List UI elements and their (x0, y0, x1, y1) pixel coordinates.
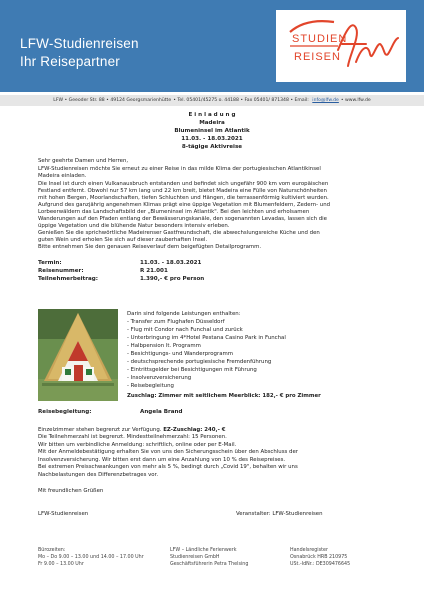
intro-line: mit hohen Bergen, Moorlandschaften, tiefen Schluchten und Hängen, die terrassenförmig kultiviert wurden. (38, 195, 329, 201)
header-tagline: Ihr Reisepartner (20, 54, 120, 69)
company-legal-form: Studienreisen GmbH (170, 555, 220, 560)
organizer-line: Veranstalter: LFW-Studienreisen (236, 511, 323, 517)
closing-salutation: Mit freundlichen Grüßen (38, 488, 104, 494)
trip-number-label: Reisenummer: (38, 268, 84, 274)
intro-line: Bitte entnehmen Sie den genauen Reiseverlauf dem beigefügten Detailprogramm. (38, 244, 262, 250)
address-phone: • Tel. 05401/45275 o. 44188 • Fax 05401/ 871348 • Email: (173, 98, 309, 103)
address-email-link[interactable]: info@lfw.de (312, 98, 339, 103)
date-value: 11.03. - 18.03.2021 (140, 260, 202, 266)
company-legal-name: LFW – Ländliche Ferienwerk (170, 548, 237, 553)
travel-dates: 11.03. - 18.03.2021 (181, 136, 243, 142)
managing-director: Geschäftsführerin Petra Thelsing (170, 562, 249, 567)
services-heading: Darin sind folgende Leistungen enthalten: (127, 311, 241, 317)
note-line: Wir bitten um verbindliche Anmeldung: schriftlich, online oder per E-Mail. (38, 442, 237, 448)
intro-line: Aufgrund des ganzjährig angenehmen Klimas prägt eine üppige Vegetation mit Blumenfeldern, Zedern- und (38, 202, 331, 208)
intro-line: Genießen Sie die sprichwörtliche Madeirenser Gastfreundschaft, die abwechslungsreiche Küche und den (38, 230, 320, 236)
logo-text-top: STUDIEN (292, 33, 348, 45)
service-item: - Transfer zum Flughafen Düsseldorf (127, 319, 225, 325)
service-item: - Halbpension lt. Programm (127, 343, 201, 349)
logo-text-bottom: REISEN (294, 51, 341, 63)
date-label: Termin: (38, 260, 62, 266)
intro-line: Lorbeerwäldern das Landschaftsbild der „Blumeninsel im Atlantik". Bei den leichten und erholsamen (38, 209, 310, 215)
vat-id: USt.-IdNr.: DE309476645 (290, 562, 351, 567)
price-label: Teilnehmerbeitrag: (38, 276, 99, 282)
trip-number-value: R 21.001 (140, 268, 168, 274)
service-item: - Unterbringung im 4*Hotel Pestana Casino Park in Funchal (127, 335, 286, 341)
office-hours-label: Bürozeiten: (38, 548, 66, 553)
greeting: Sehr geehrte Damen und Herren, (38, 158, 129, 164)
intro-line: LFW-Studienreisen möchte Sie erneut zu einer Reise in das milde Klima der portugiesischen Atlantikinsel (38, 166, 321, 172)
surcharge-note: Zuschlag: Zimmer mit seitlichem Meerblick: 182,- € pro Zimmer (127, 393, 321, 399)
intro-line: Festland entfernt. Obwohl nur 57 km lang und 22 km breit, bietet Madeira eine Fülle von Naturschönheiten (38, 188, 327, 194)
price-value: 1.390,- € pro Person (140, 276, 205, 282)
address-street: LFW • Geeoder Str. 88 • 49124 Georgsmarienhütte (53, 98, 172, 103)
intro-line: guten Wein und erholen Sie sich auf dieser zauberhaften Insel. (38, 237, 208, 243)
note-line: Mit der Anmeldebestätigung erhalten Sie von uns den Sicherungsschein über den Abschluss der (38, 449, 299, 455)
invitation-heading: E i n l a d u n g (188, 112, 236, 118)
registry-number: Osnabrück HRB 210975 (290, 555, 348, 560)
trip-type: 8-tägige Aktivreise (181, 144, 243, 150)
note-text: Einzelzimmer stehen begrenzt zur Verfügung. (38, 427, 164, 433)
closing-sender: LFW-Studienreisen (38, 511, 89, 517)
service-item: - deutschsprechende portugiesische Fremdenführung (127, 359, 272, 365)
escort-name: Angela Brand (140, 409, 183, 415)
escort-label: Reisebegleitung: (38, 409, 92, 415)
intro-line: Madeira einladen. (38, 173, 87, 179)
service-item: - Besichtigungs- und Wanderprogramm (127, 351, 234, 357)
service-item: - Insolvenzversicherung (127, 375, 192, 381)
note-line: Insolvenzversicherung. Wir bitten erst dann um eine Anzahlung von 10 % des Reisepreises. (38, 457, 286, 463)
note-line: Bei extremen Preisschwankungen von mehr als 5 %, bedingt durch „Covid 19", behalten wir uns (38, 464, 298, 470)
service-item: - Flug mit Condor nach Funchal und zurück (127, 327, 243, 333)
single-room-surcharge: EZ-Zuschlag: 240,- € (163, 427, 226, 433)
intro-line: üppige Vegetation und die blühende Natur besonders intensiv erleben. (38, 223, 230, 229)
registry-label: Handelsregister (290, 548, 328, 553)
destination-subtitle: Blumeninsel im Atlantik (174, 128, 250, 134)
header-company-name: LFW-Studienreisen (20, 36, 139, 51)
address-web[interactable]: • www.lfw.de (340, 98, 371, 103)
service-item: - Reisebegleitung (127, 383, 174, 389)
intro-line: Die Insel ist durch einen Vulkanausbruch entstanden und befindet sich ungefähr 900 km vom europäischen (38, 181, 329, 187)
note-line: Die Teilnehmerzahl ist begrenzt. Mindestteilnehmerzahl: 15 Personen. (38, 434, 227, 440)
service-item: - Eintrittsgelder bei Besichtigungen mit Führung (127, 367, 257, 373)
intro-line: Wanderungen auf den Pfaden entlang der Bewässerungskanäle, den sogenannten Levadas, lassen sich die (38, 216, 327, 222)
office-hours-weekdays: Mo – Do 9.00 – 13.00 und 14.00 – 17.00 Uhr (38, 555, 144, 560)
office-hours-friday: Fr 9.00 – 13.00 Uhr (38, 562, 84, 567)
note-line: Nachbelastungen des Differenzbetrages vor. (38, 472, 159, 478)
destination-title: Madeira (199, 120, 225, 126)
